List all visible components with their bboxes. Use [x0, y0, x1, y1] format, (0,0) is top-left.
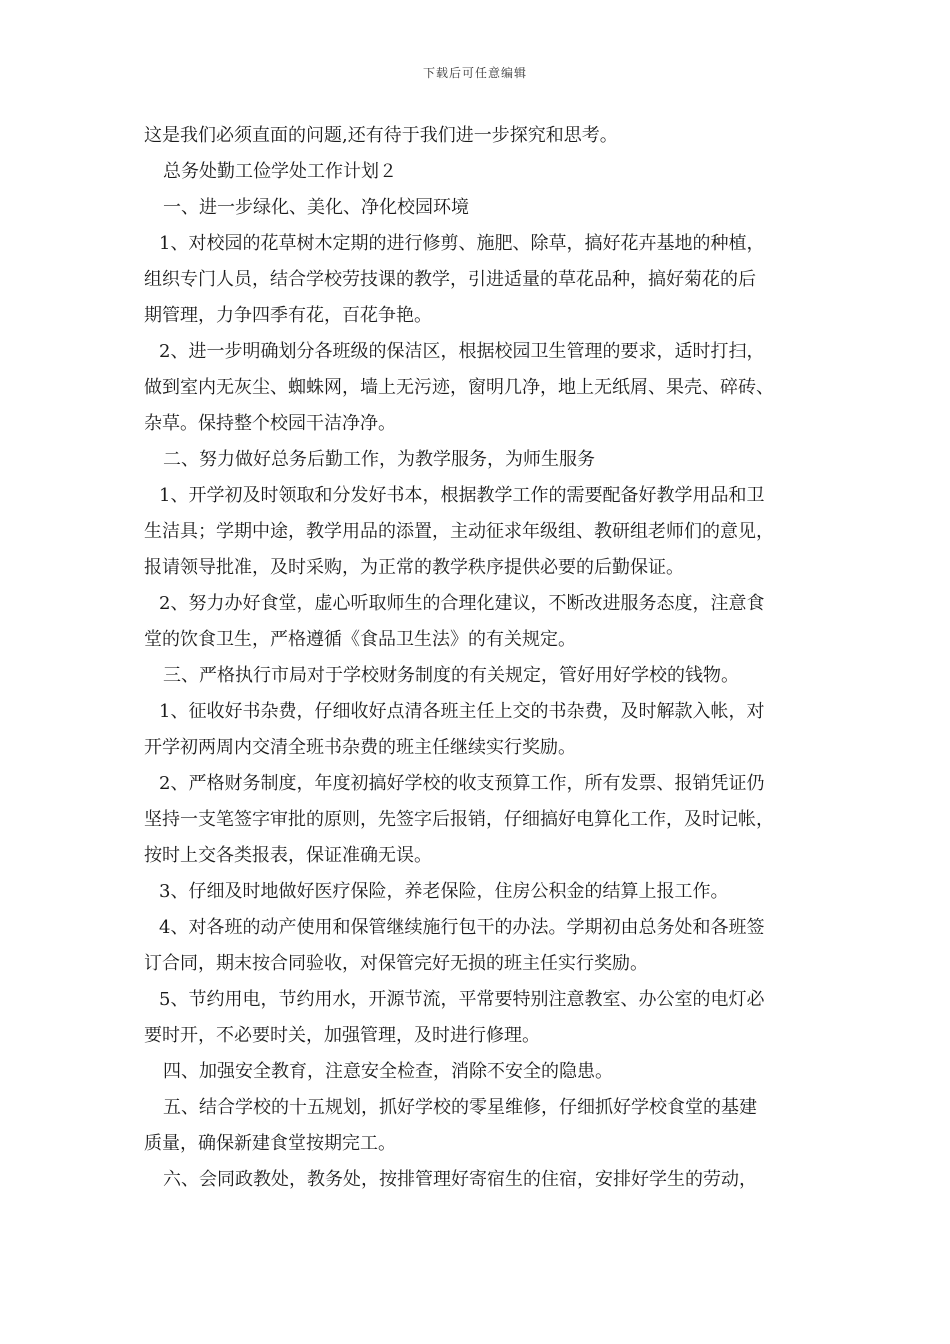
section-heading: 一、进一步绿化、美化、净化校园环境 [163, 197, 469, 218]
paragraph-line: 质量，确保新建食堂按期完工。 [144, 1133, 396, 1154]
paragraph-line: 报请领导批准，及时采购，为正常的教学秩序提供必要的后勤保证。 [144, 557, 684, 578]
paragraph-line: 坚持一支笔签字审批的原则，先签字后报销，仔细搞好电算化工作，及时记帐， [144, 809, 774, 830]
paragraph-line: 4、对各班的动产使用和保管继续施行包干的办法。学期初由总务处和各班签 [159, 917, 765, 938]
paragraph-line: 3、仔细及时地做好医疗保险，养老保险，住房公积金的结算上报工作。 [159, 881, 729, 902]
paragraph-line: 做到室内无灰尘、蜘蛛网，墙上无污迹，窗明几净，地上无纸屑、果壳、碎砖、 [144, 377, 774, 398]
section-heading: 五、结合学校的十五规划，抓好学校的零星维修，仔细抓好学校食堂的基建 [163, 1097, 757, 1118]
section-title: 总务处勤工俭学处工作计划２ [163, 161, 397, 182]
paragraph-line: 开学初两周内交清全班书杂费的班主任继续实行奖励。 [144, 737, 576, 758]
paragraph-line: 2、严格财务制度，年度初搞好学校的收支预算工作，所有发票、报销凭证仍 [159, 773, 765, 794]
section-heading: 三、严格执行市局对于学校财务制度的有关规定，管好用好学校的钱物。 [163, 665, 739, 686]
paragraph-line: 2、努力办好食堂，虚心听取师生的合理化建议，不断改进服务态度，注意食 [159, 593, 765, 614]
paragraph-line: 1、对校园的花草树木定期的进行修剪、施肥、除草，搞好花卉基地的种植， [159, 233, 765, 254]
paragraph-line: 期管理，力争四季有花，百花争艳。 [144, 305, 432, 326]
paragraph-line: 1、征收好书杂费，仔细收好点清各班主任上交的书杂费，及时解款入帐，对 [159, 701, 765, 722]
paragraph-line: 订合同，期末按合同验收，对保管完好无损的班主任实行奖励。 [144, 953, 648, 974]
paragraph-line: 堂的饮食卫生，严格遵循《食品卫生法》的有关规定。 [144, 629, 576, 650]
paragraph-line: 这是我们必须直面的问题,还有待于我们进一步探究和思考。 [144, 125, 618, 146]
paragraph-line: 1、开学初及时领取和分发好书本，根据教学工作的需要配备好教学用品和卫 [159, 485, 765, 506]
paragraph-line: 要时开，不必要时关，加强管理，及时进行修理。 [144, 1025, 540, 1046]
paragraph-line: 生洁具；学期中途，教学用品的添置，主动征求年级组、教研组老师们的意见， [144, 521, 774, 542]
section-heading: 六、会同政教处，教务处，按排管理好寄宿生的住宿，安排好学生的劳动， [163, 1169, 757, 1190]
paragraph-line: 杂草。保持整个校园干洁净净。 [144, 413, 396, 434]
document-body [144, 118, 824, 1198]
section-heading: 二、努力做好总务后勤工作，为教学服务，为师生服务 [163, 449, 595, 470]
section-heading: 四、加强安全教育，注意安全检查，消除不安全的隐患。 [163, 1061, 613, 1082]
paragraph-line: 2、进一步明确划分各班级的保洁区，根据校园卫生管理的要求，适时打扫， [159, 341, 765, 362]
paragraph-line: 组织专门人员，结合学校劳技课的教学，引进适量的草花品种，搞好菊花的后 [144, 269, 756, 290]
page-header: 下载后可任意编辑 [422, 66, 527, 80]
paragraph-line: 按时上交各类报表，保证准确无误。 [144, 845, 432, 866]
paragraph-line: 5、节约用电，节约用水，开源节流，平常要特别注意教室、办公室的电灯必 [159, 989, 765, 1010]
